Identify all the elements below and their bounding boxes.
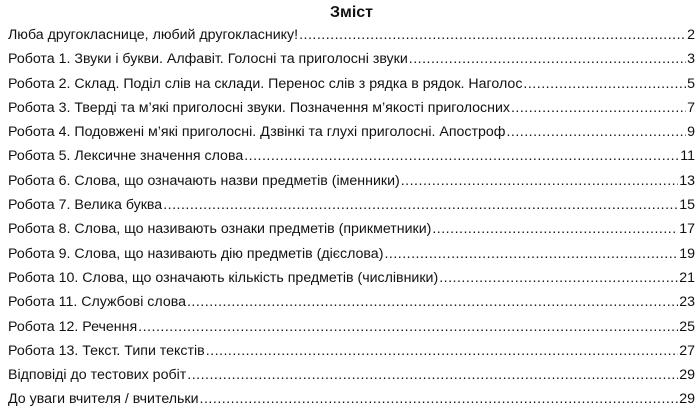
dot-leader (511, 96, 686, 120)
toc-entry-answers[interactable] (8, 363, 695, 387)
toc-entry-label: Люба другокласнице, любий другокласнику! (8, 27, 299, 43)
dot-leader (206, 339, 679, 363)
toc-entry-page-number: 5 (687, 75, 695, 92)
toc-entry-work-4[interactable] (8, 120, 695, 144)
toc-entry-page-number: 19 (679, 245, 695, 262)
toc-entry-label: Робота 13. Текст. Типи текстів (8, 342, 205, 359)
toc-entry-label: Робота 6. Слова, що означають назви предметів (іменники) (8, 172, 400, 189)
toc-entry-work-10[interactable] (8, 266, 695, 290)
toc-entry-page-number: 11 (680, 148, 695, 165)
toc-entry-page-number: 21 (679, 269, 695, 286)
dot-leader (523, 72, 686, 96)
toc-entry-page-number: 29 (679, 367, 695, 384)
toc-title: Зміст (329, 4, 374, 21)
toc-entry-work-8[interactable] (8, 217, 695, 241)
toc-entry-work-1[interactable] (8, 47, 695, 71)
dot-leader (187, 290, 678, 314)
toc-entry-page-number: 13 (679, 172, 695, 189)
toc-entry-teacher-notes[interactable] (8, 387, 695, 411)
toc-entry-page-number: 9 (687, 124, 695, 141)
toc-entry-page-number: 29 (679, 391, 695, 408)
toc-entry-label: Робота 8. Слова, що називають ознаки предметів (прикметники) (8, 221, 432, 238)
toc-entry-work-9[interactable] (8, 242, 695, 266)
toc-entry-label: Робота 11. Службові слова (8, 294, 186, 311)
toc-entry-page-number: 27 (679, 342, 695, 359)
dot-leader (200, 387, 679, 411)
toc-entry-work-3[interactable] (8, 96, 695, 120)
toc-entry-work-12[interactable] (8, 315, 695, 339)
toc-entry-page-number: 23 (679, 294, 695, 311)
dot-leader (163, 193, 678, 217)
dot-leader (299, 23, 686, 47)
dot-leader (506, 120, 686, 144)
toc-entry-page-number: 17 (679, 221, 695, 238)
dot-leader (138, 315, 678, 339)
toc-entry-page-number: 15 (679, 197, 695, 214)
toc-entry-work-11[interactable] (8, 290, 695, 314)
toc-entry-work-2[interactable] (8, 72, 695, 96)
dot-leader (187, 363, 678, 387)
toc-entry-page-number: 2 (687, 27, 695, 43)
toc-entry-label: Робота 12. Речення (8, 318, 138, 335)
toc-entry-label: Робота 1. Звуки і букви. Алфавіт. Голосні та приголосні звуки (8, 51, 408, 68)
toc-entry-work-13[interactable] (8, 339, 695, 363)
toc-entry-label: Відповіді до тестових робіт (8, 367, 187, 384)
toc-entry-greeting[interactable] (8, 23, 695, 47)
toc-entry-page-number: 7 (687, 99, 695, 116)
toc-entry-label: Робота 3. Тверді та м’які приголосні звуки. Позначення м’якості приголосних (8, 99, 510, 116)
toc-entry-label: Робота 4. Подовжені м’які приголосні. Дзвінкі та глухі приголосні. Апостроф (8, 124, 506, 141)
toc-entry-label: До уваги вчителя / вчительки (8, 391, 199, 408)
dot-leader (384, 242, 678, 266)
toc-entry-label: Робота 7. Велика буква (8, 197, 163, 214)
toc-entry-work-6[interactable] (8, 169, 695, 193)
toc-entry-label: Робота 10. Слова, що означають кількість предметів (числівники) (8, 269, 439, 286)
toc-entry-work-7[interactable] (8, 193, 695, 217)
dot-leader (244, 144, 679, 168)
toc-entry-page-number: 25 (679, 318, 695, 335)
toc-entry-page-number: 3 (687, 51, 695, 68)
toc-list (8, 23, 695, 412)
dot-leader (432, 217, 678, 241)
dot-leader (409, 47, 686, 71)
toc-entry-work-5[interactable] (8, 144, 695, 168)
dot-leader (401, 169, 678, 193)
toc-entry-label: Робота 5. Лексичне значення слова (8, 148, 244, 165)
toc-entry-label: Робота 9. Слова, що називають дію предметів (дієслова) (8, 245, 384, 262)
toc-entry-label: Робота 2. Склад. Поділ слів на склади. Перенос слів з рядка в рядок. Наголос (8, 75, 523, 92)
dot-leader (439, 266, 678, 290)
